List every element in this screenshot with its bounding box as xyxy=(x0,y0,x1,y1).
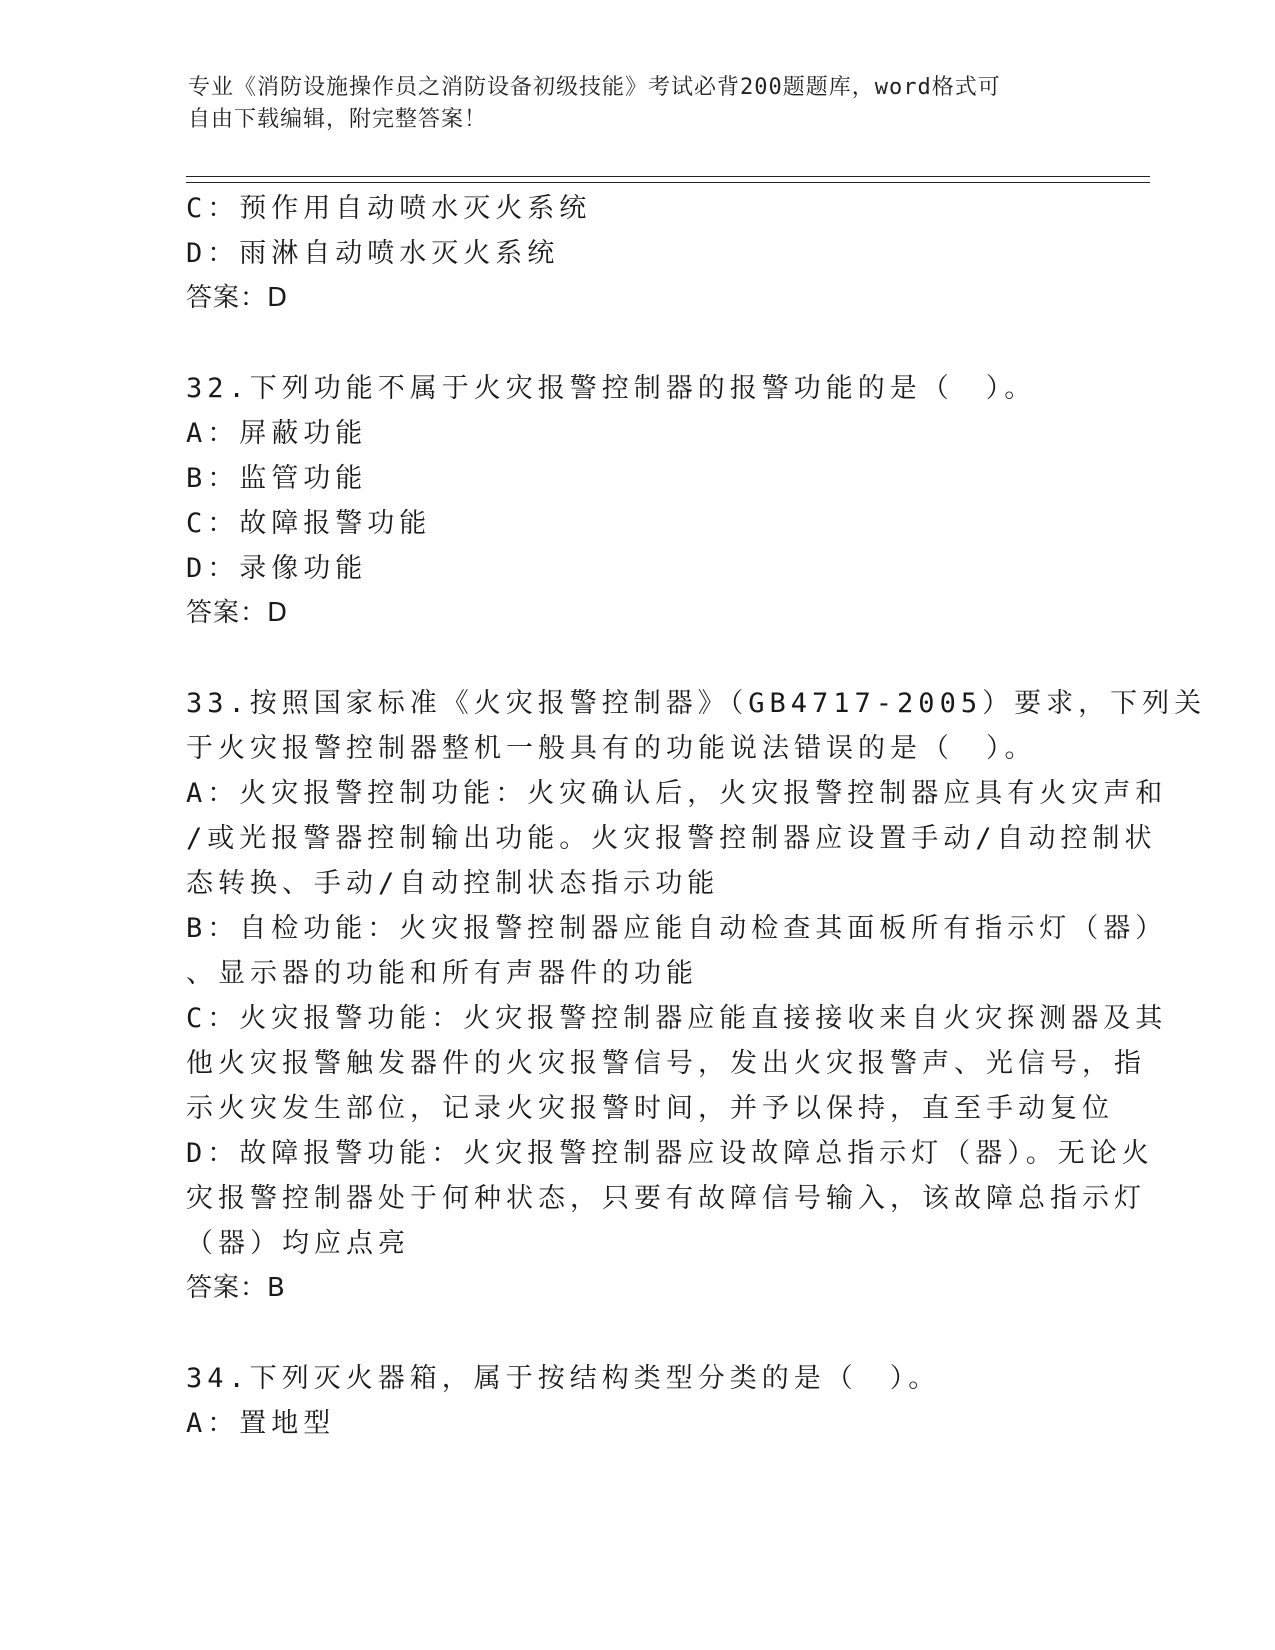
question-stem-line: 于火灾报警控制器整机一般具有的功能说法错误的是（ ）。 xyxy=(186,733,1037,764)
option-b-line: B：自检功能：火灾报警控制器应能自动检查其面板所有指示灯（器） xyxy=(186,913,1168,944)
option-c: C：预作用自动喷水灭火系统 xyxy=(186,193,592,224)
question-stem: 32.下列功能不属于火灾报警控制器的报警功能的是（ ）。 xyxy=(186,373,1037,404)
answer-label: 答案：B xyxy=(186,1273,286,1303)
option-a: A：置地型 xyxy=(186,1408,336,1439)
question-31-tail xyxy=(186,186,1086,321)
option-c-line: 他火灾报警触发器件的火灾报警信号，发出火灾报警声、光信号，指 xyxy=(186,1048,1146,1079)
question-32 xyxy=(186,366,1086,636)
option-d: D：录像功能 xyxy=(186,553,368,584)
option-a-line: /或光报警器控制输出功能。火灾报警控制器应设置手动/自动控制状 xyxy=(186,823,1157,854)
option-a-line: 态转换、手动/自动控制状态指示功能 xyxy=(186,868,720,899)
option-a: A：屏蔽功能 xyxy=(186,418,368,449)
document-body xyxy=(186,186,1207,1446)
option-d-line: D：故障报警功能：火灾报警控制器应设故障总指示灯（器）。无论火 xyxy=(186,1138,1154,1169)
spacer xyxy=(186,321,1086,366)
option-b: B：监管功能 xyxy=(186,463,368,494)
option-c-line: C：火灾报警功能：火灾报警控制器应能直接接收来自火灾探测器及其 xyxy=(186,1003,1168,1034)
header-divider-bottom xyxy=(186,182,1150,183)
option-b-line: 、显示器的功能和所有声器件的功能 xyxy=(186,958,698,989)
option-d-line: 灾报警控制器处于何种状态，只要有故障信号输入，该故障总指示灯 xyxy=(186,1183,1146,1214)
question-33 xyxy=(186,681,1207,1311)
question-stem: 34.下列灭火器箱，属于按结构类型分类的是（ ）。 xyxy=(186,1363,941,1394)
question-34 xyxy=(186,1356,1086,1446)
option-c: C：故障报警功能 xyxy=(186,508,432,539)
spacer xyxy=(186,636,1086,681)
option-a-line: A：火灾报警控制功能：火灾确认后，火灾报警控制器应具有火灾声和 xyxy=(186,778,1168,809)
document-header xyxy=(188,72,1068,136)
question-stem-line: 33.按照国家标准《火灾报警控制器》（GB4717-2005）要求，下列关 xyxy=(186,688,1207,719)
header-line-2: 自由下载编辑，附完整答案！ xyxy=(188,107,488,132)
option-c-line: 示火灾发生部位，记录火灾报警时间，并予以保持，直至手动复位 xyxy=(186,1093,1114,1124)
spacer xyxy=(186,1311,1086,1356)
option-d-line: （器）均应点亮 xyxy=(186,1228,410,1259)
header-line-1: 专业《消防设施操作员之消防设备初级技能》考试必背200题题库，word格式可 xyxy=(188,75,1001,100)
answer-label: 答案：D xyxy=(186,283,289,313)
answer-label: 答案：D xyxy=(186,598,289,628)
option-d: D：雨淋自动喷水灭火系统 xyxy=(186,238,560,269)
header-divider-top xyxy=(186,176,1150,177)
